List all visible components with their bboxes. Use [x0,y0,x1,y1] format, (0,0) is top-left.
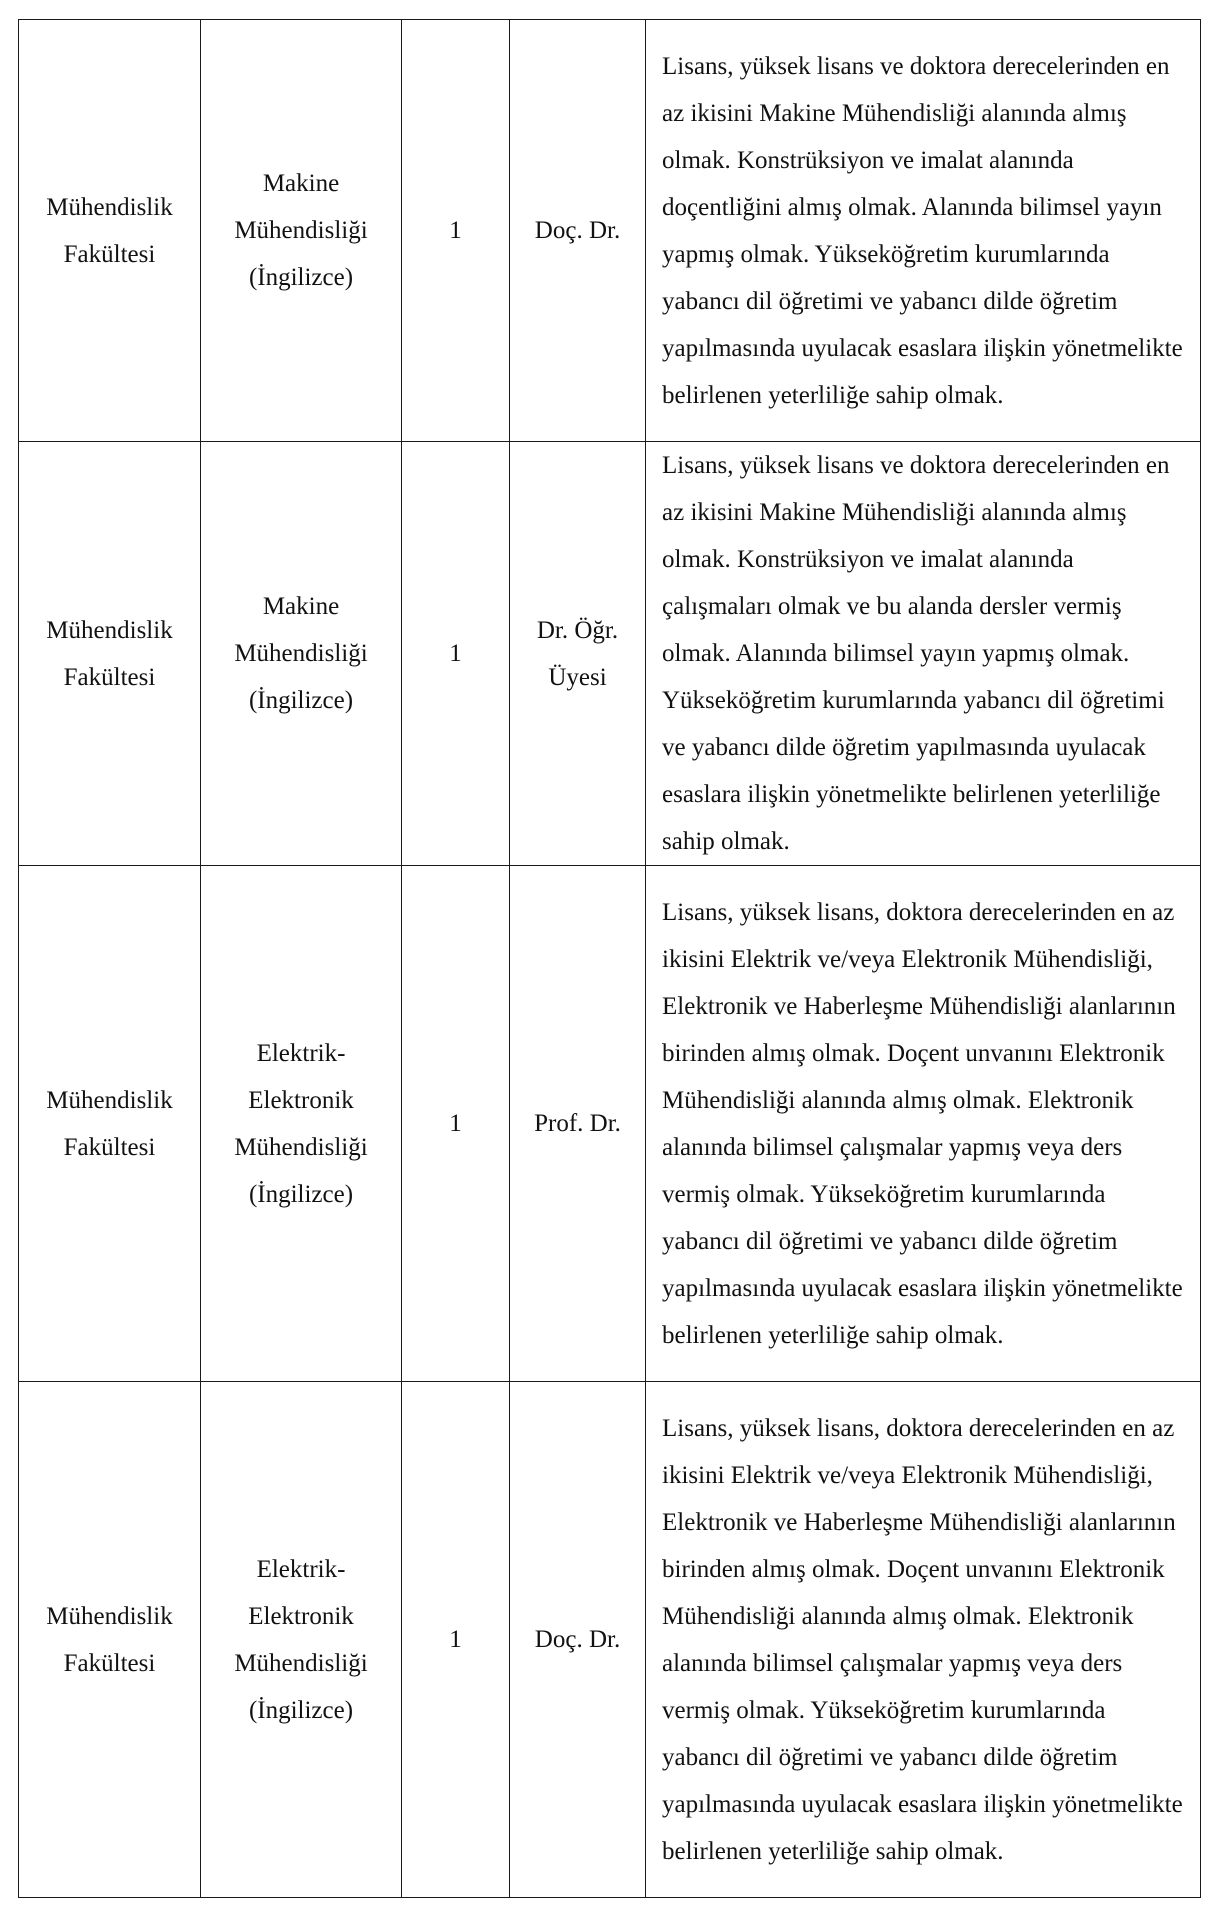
table-row [19,20,1201,442]
requirements-text: Lisans, yüksek lisans ve doktora derecelerinden en az ikisini Makine Mühendisliği alanında almış olmak. Konstrüksiyon ve imalat alanında çalışmaları olmak ve bu alanda dersler vermiş olmak. Alanında bilimsel yayın yapmış olmak. Yükseköğretim kurumlarında yabancı dil öğretimi ve yabancı dilde öğretim yapılmasında uyulacak esaslara ilişkin yönetmelikte belirlenen yeterliliğe sahip olmak. [662,452,1170,855]
department-line: Mühendisliği [234,1133,368,1161]
academic-title: Prof. Dr. [534,1110,621,1137]
faculty-line: Fakültesi [63,1649,156,1677]
title-cell [510,866,646,1382]
academic-title: Doç. Dr. [534,217,621,244]
department-line: Makine [262,593,340,620]
title-cell [510,442,646,866]
count-cell [402,866,510,1382]
department-line: (İngilizce) [248,1696,354,1724]
requirements-cell [646,866,1201,1382]
faculty-line: Mühendislik [46,1602,173,1630]
department-line: (İngilizce) [248,687,354,714]
count-cell [402,1382,510,1898]
faculty-line: Fakültesi [63,1133,156,1161]
department-line: Elektronik [248,1086,354,1114]
position-count: 1 [449,1110,462,1137]
department-line: Elektrik- [256,1555,346,1583]
faculty-line: Fakültesi [63,663,156,691]
academic-title: Dr. Öğr. [536,616,619,644]
department-cell [201,866,402,1382]
requirements-cell [646,442,1201,866]
requirements-cell [646,20,1201,442]
department-line: Elektrik- [256,1039,346,1067]
requirements-text: Lisans, yüksek lisans, doktora derecelerinden en az ikisini Elektrik ve/veya Elektronik Mühendisliği, Elektronik ve Haberleşme Mühendisliği alanlarının birinden almış olmak. Doçent unvanını Elektronik Mühendisliği alanında almış olmak. Elektronik alanında bilimsel çalışmalar yapmış veya ders vermiş olmak. Yükseköğretim kurumlarında yabancı dil öğretimi ve yabancı dilde öğretim yapılmasında uyulacak esaslara ilişkin yönetmelikte belirlenen yeterliliğe sahip olmak. [662,1414,1183,1865]
department-line: Elektronik [248,1602,354,1630]
department-line: Mühendisliği [234,217,368,244]
position-count: 1 [449,1626,462,1653]
table-row [19,866,1201,1382]
requirements-text: Lisans, yüksek lisans, doktora derecelerinden en az ikisini Elektrik ve/veya Elektronik Mühendisliği, Elektronik ve Haberleşme Mühendisliği alanlarının birinden almış olmak. Doçent unvanını Elektronik Mühendisliği alanında almış olmak. Elektronik alanında bilimsel çalışmalar yapmış veya ders vermiş olmak. Yükseköğretim kurumlarında yabancı dil öğretimi ve yabancı dilde öğretim yapılmasında uyulacak esaslara ilişkin yönetmelikte belirlenen yeterliliğe sahip olmak. [662,898,1183,1349]
faculty-cell [19,20,201,442]
count-cell [402,20,510,442]
position-count: 1 [449,640,462,667]
department-line: (İngilizce) [248,1180,354,1208]
department-cell [201,20,402,442]
department-cell [201,442,402,866]
title-cell [510,20,646,442]
department-cell [201,1382,402,1898]
faculty-line: Mühendislik [46,616,173,644]
table-row [19,442,1201,866]
faculty-line: Mühendislik [46,1086,173,1114]
count-cell [402,442,510,866]
requirements-cell [646,1382,1201,1898]
faculty-line: Fakültesi [63,240,156,268]
requirements-text: Lisans, yüksek lisans ve doktora derecelerinden en az ikisini Makine Mühendisliği alanında almış olmak. Konstrüksiyon ve imalat alanında doçentliğini almış olmak. Alanında bilimsel yayın yapmış olmak. Yükseköğretim kurumlarında yabancı dil öğretimi ve yabancı dilde öğretim yapılmasında uyulacak esaslara ilişkin yönetmelikte belirlenen yeterliliğe sahip olmak. [662,52,1183,409]
academic-title: Doç. Dr. [534,1626,621,1653]
faculty-cell [19,1382,201,1898]
department-line: Mühendisliği [234,640,368,667]
position-count: 1 [449,217,462,244]
table-row [19,1382,1201,1898]
position-requirements-table [18,19,1201,1898]
academic-title: Üyesi [548,663,607,691]
faculty-line: Mühendislik [46,193,173,221]
title-cell [510,1382,646,1898]
faculty-cell [19,866,201,1382]
department-line: Makine [262,170,340,197]
department-line: (İngilizce) [248,264,354,291]
faculty-cell [19,442,201,866]
department-line: Mühendisliği [234,1649,368,1677]
